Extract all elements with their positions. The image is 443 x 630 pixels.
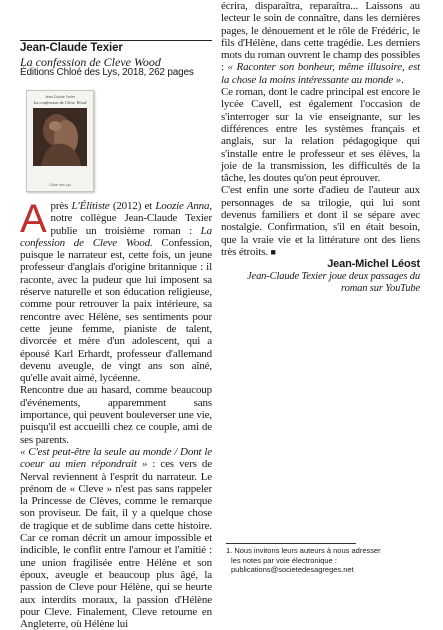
- text-run: C'est enfin une sorte d'adieu de l'auteur aux personnages de sa trilogie, qui lui sont devenus familiers et dont il se sépare avec nostalgie. Confirmation, s'il en était besoin, que la vraie vie et la littérature ont des liens très étroits.: [221, 184, 420, 258]
- book-cover: [26, 90, 94, 192]
- header-rule: [20, 40, 212, 41]
- footnote: [226, 546, 416, 575]
- drop-cap: A: [20, 197, 47, 241]
- end-mark: ■: [270, 246, 276, 257]
- text-run: près: [50, 200, 72, 212]
- text-run: écrira, disparaîtra, reparaîtra... Laissons au lecteur le soin de connaître, dans les dernières pages, le dénouement et le rôle de Frédéric, le fils d'Hélène, dans cette tragédie. Les derniers mots du roman ouvrent le champ des possibles :: [221, 0, 421, 74]
- footnote-line: les notes par voie électronique :: [231, 555, 337, 565]
- book-reference: L'Élitiste: [71, 200, 110, 212]
- quote: « Raconter son bonheur, même illusoire, est la chose la moins intéressante au monde »: [221, 61, 420, 86]
- paragraph: [20, 197, 213, 385]
- text-run: , notre collègue Jean-Claude Texier publie un troisième roman :: [50, 200, 212, 237]
- youtube-note: Jean-Claude Texier joue deux passages du roman sur YouTube: [247, 270, 420, 294]
- paragraph: Ce roman, dont le cadre principal est encore le lycée Cavell, est également l'occasion de s'interroger sur la vie enseignante, sur les différences entre les systèmes français et anglais, sur la relation pédagogique qui s'installe entre le professeur et ses élèves, la joie de la transmission, les difficultés de la tâche, les doutes qu'on peut éprouver.: [221, 86, 420, 185]
- book-title: La confession de Cleve Wood: [20, 55, 161, 69]
- footnote-rule: [226, 543, 356, 544]
- book-reference: Loozie Anna: [155, 200, 210, 212]
- book-author: Jean-Claude Texier: [20, 42, 123, 54]
- paragraph: Rencontre due au hasard, comme beaucoup d'événements, apparemment sans importance, qui peuvent bouleverser une vie, puisqu'il est accueilli chez ce couple, ami de ses parents.: [20, 384, 212, 446]
- review-body-right: [221, 0, 420, 295]
- paragraph: [221, 184, 420, 258]
- cover-sculpture-image: [33, 108, 87, 166]
- cover-title: La confession de Cleve Wood: [33, 100, 87, 105]
- cover-publisher: Chloé des Lys: [48, 183, 72, 187]
- text-run: Confession, puisque le narrateur est, cette fois, un jeune professeur d'anglais d'origine britannique : il raconte, avec la pudeur que lui imposent sa réserve naturelle et son éducation religieuse, comme pour retrouver la paix intérieure, sa rencontre avec Hélène, ses sentiments pour cette jeune femme, pianiste de talent, divorcée et mère d'un adolescent, qui a épousé Karl Erhardt, professeur d'allemand devenu aveugle, de vingt ans son aîné, qu'elle avait aimé, lycéenne.: [20, 236, 213, 385]
- paragraph: [20, 446, 212, 630]
- cover-author: Jean-Claude Texier: [44, 95, 76, 99]
- footnote-line: 1. Nous invitons leurs auteurs à nous adresser: [226, 546, 381, 555]
- footnote-email: publications@societedesagreges.net: [231, 565, 354, 574]
- book-reference: La confession de Cleve Wood.: [20, 224, 212, 249]
- publisher-info: Éditions Chloé des Lys, 2018, 262 pages: [20, 67, 194, 78]
- paragraph: [221, 0, 420, 86]
- review-body-left: [20, 197, 213, 630]
- quote: « C'est peut-être la seule au monde / Dont le coeur au mien répondrait »: [20, 445, 212, 471]
- text-run: (2012) et: [109, 200, 156, 212]
- text-run: : ces vers de Nerval reviennent à l'esprit du narrateur. Le prénom de « Cleve » n'est pas sans rappeler la Princesse de Clèves, comme le remarque son proviseur. De fait, il y a quelque chose de tragique et de sublime dans cette histoire. Car ce roman décrit un amour impossible et indicible, le conflit entre l'amour et l'amitié : une union fragilisée entre Hélène et son époux, aveugle et beaucoup plus âgé, la passion de Cleve pour Hélène, qui se heurte aux interdits moraux, la passion d'Hélène pour Cleve. Finalement, Cleve retourne en Angleterre, où Hélène lui: [20, 458, 212, 630]
- text-run: .: [401, 73, 404, 86]
- reviewer-signature: Jean-Michel Léost: [327, 258, 420, 271]
